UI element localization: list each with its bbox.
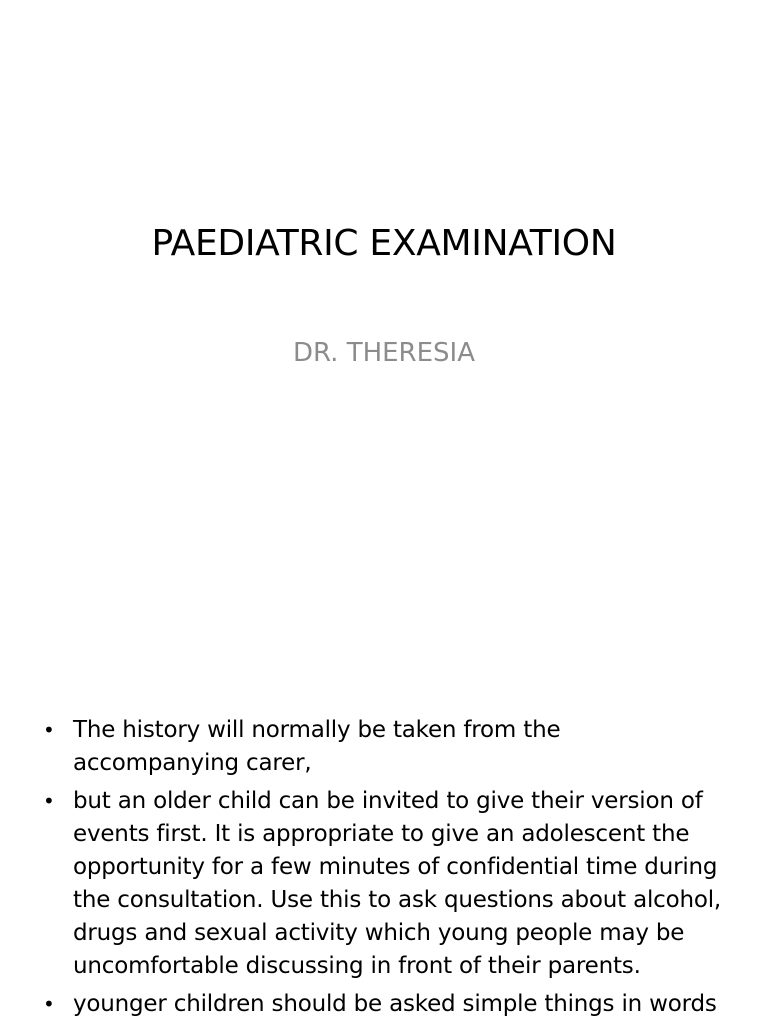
list-item — [40, 785, 730, 983]
bullet-icon: • — [43, 718, 55, 742]
page-subtitle: DR. THERESIA — [293, 338, 475, 368]
page-title: PAEDIATRIC EXAMINATION — [151, 223, 617, 264]
bullet-icon: • — [43, 789, 55, 813]
list-item — [40, 714, 730, 780]
list-item — [40, 988, 730, 1021]
bullet-text: younger children should be asked simple things in words — [73, 991, 717, 1017]
bullet-icon: • — [43, 992, 55, 1016]
bullet-list — [40, 714, 730, 1026]
bullet-text: The history will normally be taken from the accompanying carer, — [73, 717, 561, 776]
bullet-text: but an older child can be invited to give their version of events first. It is appropriate to give an adolescent the opportunity for a few minutes of confidential time during the consultation. Use this to ask questions about alcohol, drugs and sexual activity which young people may be uncomfortable discussing in front of their parents. — [73, 788, 722, 979]
